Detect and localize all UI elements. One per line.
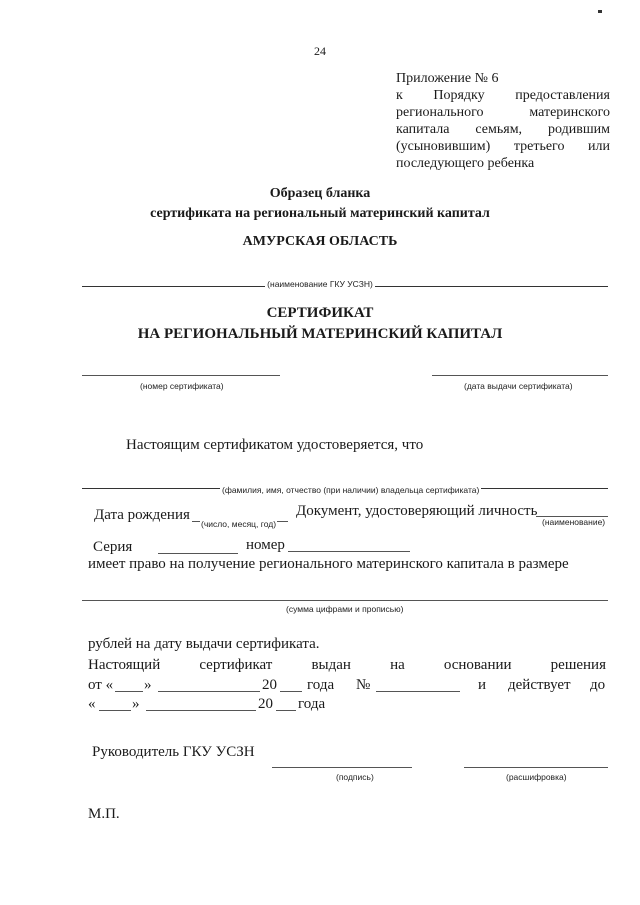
page-number: 24 [314,44,326,58]
appendix-word: материнского [529,105,610,120]
signature-line [272,767,412,768]
appendix-block [396,70,610,172]
until-word: до [590,677,606,693]
appendix-word: или [588,139,610,154]
appendix-title: Приложение № 6 [396,71,499,86]
appendix-row-3 [396,121,610,138]
certify-text: Настоящим сертификатом удостоверяется, что [126,437,424,453]
and-word: и [478,677,487,693]
appendix-word: семьям, [475,122,523,137]
appendix-word: регионального [396,105,484,120]
appendix-word: третьего [513,139,565,154]
from-year20: 20 [262,677,277,693]
from-year-line [280,691,302,692]
signature-caption: (подпись) [336,772,374,782]
from-month-line [158,691,260,692]
until-year20: 20 [258,696,273,712]
valid-word: действует [508,677,571,693]
issued-word: выдан [311,657,351,673]
until-year-word: года [298,696,326,712]
appendix-row-5: последующего ребенка [396,156,535,171]
decoding-line [464,767,608,768]
until-day-line [99,710,131,711]
head-label: Руководитель ГКУ УСЗН [92,744,255,760]
until-year-line [276,710,296,711]
issued-word: на [390,657,405,673]
issue-date-caption: (дата выдачи сертификата) [464,381,573,391]
heading-region: АМУРСКАЯ ОБЛАСТЬ [242,234,398,249]
rubles-text: рублей на дату выдачи сертификата. [88,636,320,652]
birth-date-caption: (число, месяц, год) [201,519,277,529]
certificate-subtitle: НА РЕГИОНАЛЬНЫЙ МАТЕРИНСКИЙ КАПИТАЛ [137,326,503,342]
from-close: » [144,677,152,693]
appendix-word: предоставления [515,88,610,103]
heading-sample: Образец бланка [269,186,371,201]
issued-word: сертификат [199,657,273,673]
from-day-line [115,691,143,692]
decoding-caption: (расшифровка) [506,772,567,782]
number-label: номер [246,537,285,553]
until-month-line [146,710,256,711]
appendix-row-1 [396,87,610,104]
number-sign: № [356,677,371,693]
appendix-word: капитала [396,122,450,137]
certificate-title: СЕРТИФИКАТ [266,305,374,321]
cert-number-caption: (номер сертификата) [140,381,224,391]
appendix-word: к [396,88,403,103]
appendix-row-2 [396,104,610,121]
issued-word: основании [443,657,512,673]
from-year-word: года [307,677,335,693]
birth-date-label: Дата рождения [94,507,190,523]
appendix-word: (усыновившим) [396,139,491,154]
from-open: от « [88,677,114,693]
issued-word: решения [550,657,606,673]
amount-caption: (сумма цифрами и прописью) [286,604,404,614]
cert-number-line [82,375,280,376]
appendix-row-4 [396,138,610,155]
document-label: Документ, удостоверяющий личность [296,503,538,519]
gku-name-caption: (наименование ГКУ УСЗН) [267,279,373,289]
doc-name-caption: (наименование) [542,517,606,527]
appendix-word: родившим [548,122,610,137]
decision-number-line [376,691,460,692]
scan-mark [598,10,602,13]
appendix-word: Порядку [433,88,485,103]
series-label: Серия [93,539,133,555]
right-text: имеет право на получение регионального материнского капитала в размере [88,556,569,572]
issued-row [88,657,606,674]
number-line [288,551,410,552]
series-line [158,553,238,554]
owner-name-caption: (фамилия, имя, отчество (при наличии) владельца сертификата) [222,485,480,495]
issued-word: Настоящий [88,657,161,673]
issue-date-line [432,375,608,376]
amount-line [82,600,608,601]
until-open: « [88,696,96,712]
until-close: » [132,696,140,712]
heading-certificate-form: сертификата на региональный материнский капитал [150,206,490,221]
stamp-place: М.П. [88,806,120,822]
